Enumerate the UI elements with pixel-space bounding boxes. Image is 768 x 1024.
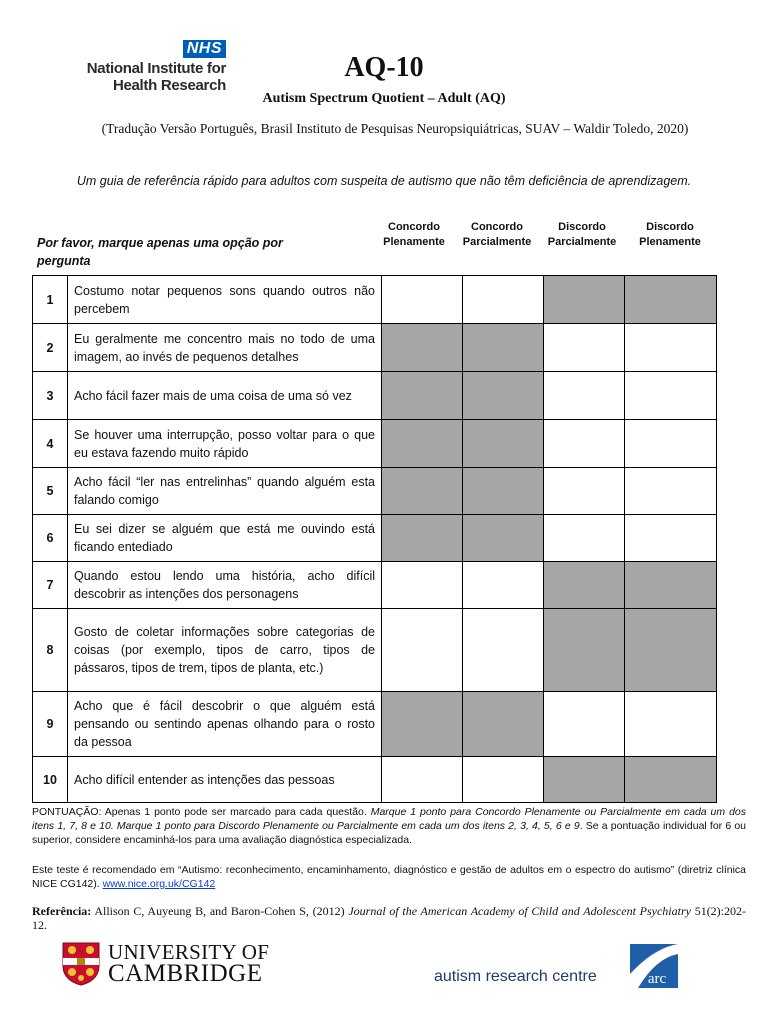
answer-cell-discordo-parcialmente[interactable] [544,515,625,562]
cambridge-crest-icon [62,942,100,986]
answer-cell-concordo-parcialmente[interactable] [463,757,544,803]
nhs-badge: NHS [183,40,226,58]
answer-cell-discordo-parcialmente[interactable] [544,692,625,757]
table-row [33,324,717,372]
document-subtitle: Autism Spectrum Quotient – Adult (AQ) [262,91,506,106]
column-header-discordo-parcialmente: Discordo Parcialmente [547,221,617,248]
answer-cell-concordo-parcialmente [463,372,544,420]
answer-cell-discordo-parcialmente [544,609,625,692]
cambridge-name-line1: UNIVERSITY OF [108,940,270,964]
table-row [33,372,717,420]
translation-note: (Tradução Versão Português, Brasil Instituto de Pesquisas Neuropsiquiátricas, SUAV – Waldir Toledo, 2020) [101,121,689,136]
answer-cell-discordo-plenamente [625,562,717,609]
question-text: Gosto de coletar informações sobre categorias de coisas (por exemplo, tipos de carro, tipos de pássaros, tipos de trem, tipos de planta, etc.) [68,609,382,692]
question-number: 2 [33,324,68,372]
answer-cell-discordo-parcialmente [544,276,625,324]
question-number: 8 [33,609,68,692]
answer-cell-discordo-plenamente[interactable] [625,372,717,420]
answer-cell-concordo-plenamente[interactable] [382,609,463,692]
reference [32,904,746,932]
reference-volume: 51(2):202-12. [32,904,747,932]
question-text: Quando estou lendo uma história, acho difícil descobrir as intenções dos personagens [68,562,382,609]
answer-cell-concordo-parcialmente[interactable] [463,562,544,609]
nice-guideline-link[interactable]: www.nice.org.uk/CG142 [102,878,216,890]
column-header-discordo-plenamente: Discordo Plenamente [639,221,701,248]
question-number: 9 [33,692,68,757]
reference-label: Referência: [32,904,92,918]
answer-cell-discordo-plenamente[interactable] [625,515,717,562]
table-row [33,468,717,515]
answer-cell-concordo-plenamente [382,692,463,757]
answer-cell-concordo-parcialmente [463,515,544,562]
question-number: 3 [33,372,68,420]
nihr-name-line2: Health Research [112,77,226,94]
column-header-concordo-plenamente: Concordo Plenamente [383,221,445,248]
reference-authors: Allison C, Auyeung B, and Baron-Cohen S, (2012) [94,904,345,918]
answer-cell-concordo-parcialmente [463,420,544,468]
answer-cell-discordo-plenamente [625,276,717,324]
question-number: 7 [33,562,68,609]
question-text: Acho que é fácil descobrir o que alguém está pensando ou sentindo apenas olhando para o rosto da pessoa [68,692,382,757]
answer-cell-concordo-parcialmente[interactable] [463,276,544,324]
arc-logo-icon [630,944,678,988]
reference-journal: Journal of the American Academy of Child and Adolescent Psychiatry [348,904,691,918]
answer-cell-discordo-plenamente[interactable] [625,468,717,515]
answer-cell-concordo-plenamente[interactable] [382,276,463,324]
question-text: Acho fácil “ler nas entrelinhas” quando alguém esta falando comigo [68,468,382,515]
table-row [33,692,717,757]
answer-cell-concordo-plenamente [382,468,463,515]
answer-cell-discordo-plenamente[interactable] [625,324,717,372]
answer-cell-concordo-parcialmente [463,468,544,515]
answer-cell-discordo-parcialmente[interactable] [544,420,625,468]
question-number: 6 [33,515,68,562]
answer-cell-concordo-plenamente[interactable] [382,757,463,803]
answer-cell-discordo-parcialmente [544,757,625,803]
question-number: 1 [33,276,68,324]
column-header-concordo-parcialmente: Concordo Parcialmente [462,221,532,248]
answer-cell-concordo-parcialmente[interactable] [463,609,544,692]
table-row [33,757,717,803]
answer-cell-discordo-parcialmente[interactable] [544,324,625,372]
answer-cell-discordo-plenamente [625,609,717,692]
question-text: Acho fácil fazer mais de uma coisa de uma só vez [68,372,382,420]
question-number: 5 [33,468,68,515]
nihr-name-line1: National Institute for [86,60,226,77]
answer-cell-concordo-plenamente [382,515,463,562]
recommend-text: Este teste é recomendado em “Autismo: reconhecimento, encaminhamento, diagnóstico e gestão de adultos em o espectro do autismo” (diretriz clínica NICE CG142). [32,864,746,890]
answer-cell-concordo-parcialmente [463,324,544,372]
cambridge-name-line2: CAMBRIDGE [108,960,263,987]
question-number: 4 [33,420,68,468]
answer-cell-concordo-plenamente [382,372,463,420]
answer-cell-concordo-parcialmente [463,692,544,757]
scoring-instructions [32,805,746,847]
table-row [33,609,717,692]
document-title: AQ-10 [344,52,424,83]
table-row [33,420,717,468]
question-number: 10 [33,757,68,803]
instruction-text: Por favor, marque apenas uma opção por pergunta [37,236,283,268]
answer-cell-discordo-parcialmente[interactable] [544,468,625,515]
answer-cell-concordo-plenamente[interactable] [382,562,463,609]
answer-cell-concordo-plenamente [382,420,463,468]
guide-text: Um guia de referência rápido para adultos com suspeita de autismo que não têm deficiência de aprendizagem. [76,174,692,188]
answer-cell-discordo-plenamente[interactable] [625,692,717,757]
question-text: Eu geralmente me concentro mais no todo de uma imagem, ao invés de pequenos detalhes [68,324,382,372]
table-row [33,515,717,562]
answer-cell-discordo-parcialmente[interactable] [544,372,625,420]
questionnaire-table [32,275,717,803]
recommendation-note [32,863,746,891]
scoring-plain: PONTUAÇÃO: Apenas 1 ponto pode ser marcado para cada questão. [32,806,367,818]
answer-cell-discordo-plenamente [625,757,717,803]
question-text: Se houver uma interrupção, posso voltar para o que eu estava fazendo muito rápido [68,420,382,468]
answer-cell-discordo-parcialmente [544,562,625,609]
table-row [33,562,717,609]
question-text: Eu sei dizer se alguém que está me ouvindo está ficando entediado [68,515,382,562]
scoring-tail: . Se a pontuação individual for 6 ou superior, considere encaminhá-los para uma avaliação diagnóstica especializada. [32,820,746,846]
question-text: Acho difícil entender as intenções das pessoas [68,757,382,803]
cambridge-logo [62,940,292,990]
question-text: Costumo notar pequenos sons quando outros não percebem [68,276,382,324]
answer-cell-concordo-plenamente [382,324,463,372]
answer-cell-discordo-plenamente[interactable] [625,420,717,468]
table-row [33,276,717,324]
arc-badge-text: arc [647,971,667,987]
arc-name: autism research centre [434,968,597,985]
scoring-italic: Marque 1 ponto para Concordo Plenamente ou Parcialmente em cada um dos itens 1, 7, 8 e 10. Marque 1 ponto para Discordo Plenamente ou Parcialmente em cada um dos itens 2, 3, 4, 5, 6 e 9 [32,806,746,832]
